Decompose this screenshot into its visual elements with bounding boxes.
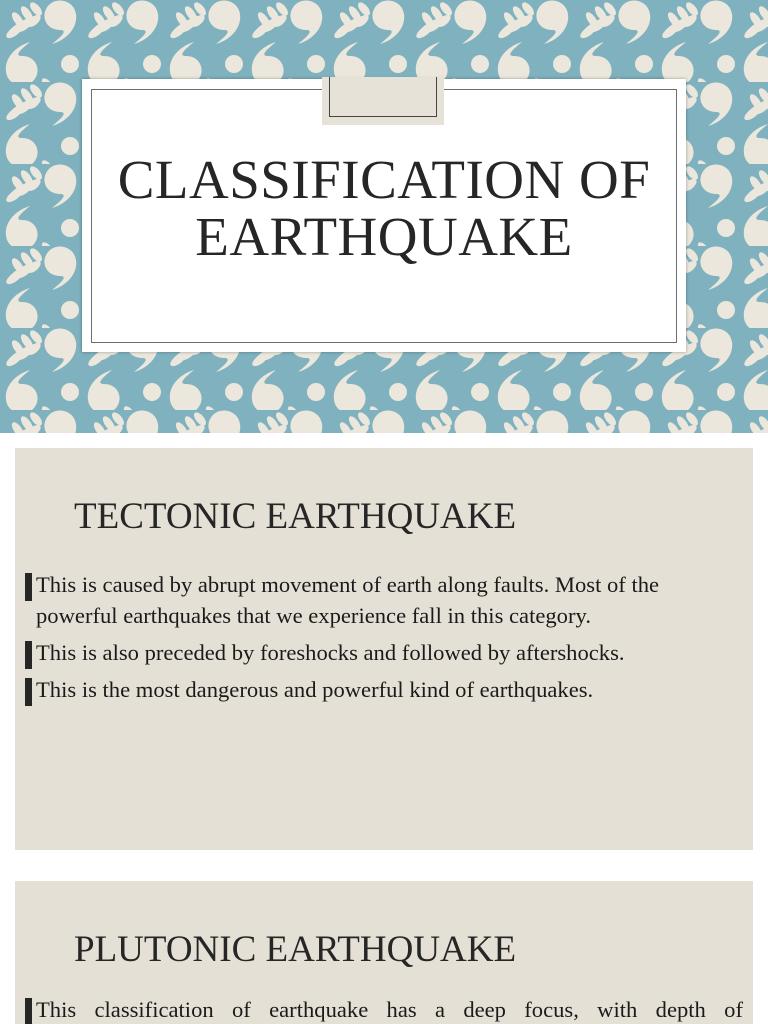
title-line-1: CLASSIFICATION OF: [117, 149, 651, 210]
title-line-2: EARTHQUAKE: [195, 206, 573, 267]
list-item: [25, 569, 743, 631]
bullet-text: This is also preceded by foreshocks and followed by aftershocks.: [36, 640, 625, 665]
page-title: [82, 151, 686, 265]
plutonic-heading: PLUTONIC EARTHQUAKE: [74, 929, 517, 970]
bar-bullet-icon: [25, 573, 32, 601]
plutonic-slide: [15, 881, 753, 1024]
bullet-text: This is the most dangerous and powerful kind of earthquakes.: [36, 677, 594, 702]
tectonic-slide: [15, 448, 753, 850]
bar-bullet-icon: [25, 998, 32, 1024]
bullet-text: This is caused by abrupt movement of earth along faults. Most of the powerful earthquakes that we experience fall in this category.: [36, 572, 660, 628]
bar-bullet-icon: [25, 641, 32, 669]
list-item: [25, 674, 743, 705]
title-card: [82, 79, 686, 352]
tectonic-heading: TECTONIC EARTHQUAKE: [74, 496, 517, 537]
list-item: [25, 637, 743, 668]
tectonic-bullet-list: [25, 569, 743, 711]
plutonic-bullet-list: [25, 994, 743, 1024]
title-tab-decoration: [322, 77, 444, 125]
title-slide: [0, 0, 768, 433]
bullet-text: This classification of earthquake has a deep focus, with depth of: [36, 997, 743, 1022]
bar-bullet-icon: [25, 678, 32, 706]
list-item: [25, 994, 743, 1024]
